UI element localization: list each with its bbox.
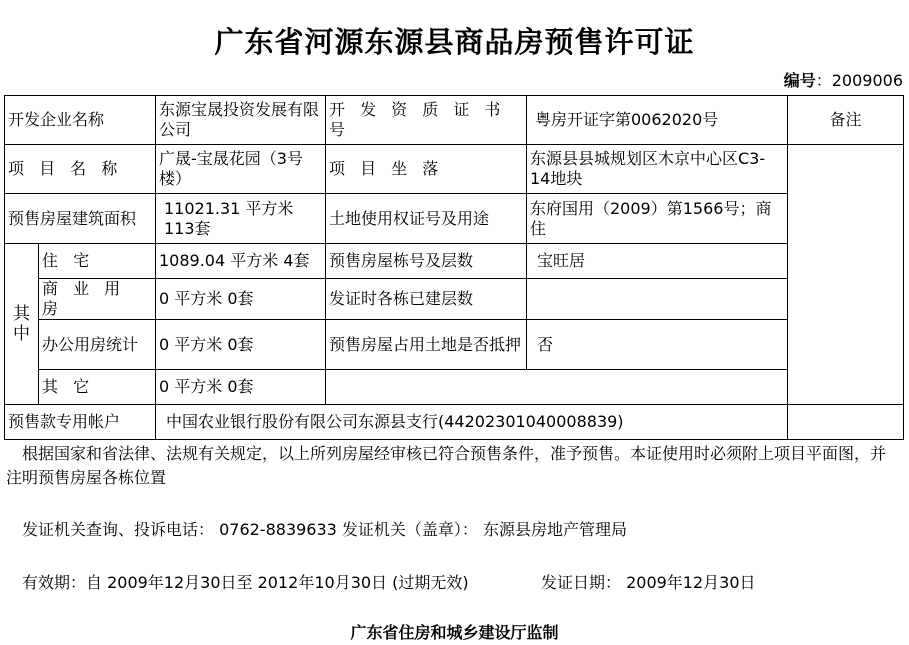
mortgage-label: 预售房屋占用土地是否抵押 [326, 320, 527, 370]
commercial-value: 0 平方米 0套 [156, 279, 326, 320]
cert-value: 粤房开证字第0062020号 [527, 96, 788, 145]
commercial-label: 商 业 用 房 [39, 279, 156, 320]
empty-cell [326, 370, 788, 405]
permit-number [784, 68, 903, 91]
contact-line: 发证机关查询、投诉电话： 0762-8839633 发证机关（盖章）： 东源县房地产管理局 [22, 520, 628, 539]
account-value: 中国农业银行股份有限公司东源县支行(44202301040008839) [156, 405, 788, 440]
footer-text: 广东省住房和城乡建设厅监制 [350, 623, 559, 642]
cert-label: 开 发 资 质 证 书 号 [326, 96, 527, 145]
document-title: 广东省河源东源县商品房预售许可证 [214, 25, 695, 59]
building-label: 预售房屋栋号及层数 [326, 244, 527, 279]
remark-cell [788, 145, 904, 405]
office-label: 办公用房统计 [39, 320, 156, 370]
other-label: 其 它 [39, 370, 156, 405]
table-row [5, 279, 904, 320]
built-label: 发证时各栋已建层数 [326, 279, 527, 320]
account-label: 预售款专用帐户 [5, 405, 156, 440]
account-empty [788, 405, 904, 440]
building-value: 宝旺居 [527, 244, 788, 279]
residential-value: 1089.04 平方米 4套 [156, 244, 326, 279]
validity-line: 有效期：自 2009年12月30日至 2012年10月30日 (过期无效) [22, 573, 469, 592]
other-value: 0 平方米 0套 [156, 370, 326, 405]
built-value [527, 279, 788, 320]
developer-label: 开发企业名称 [5, 96, 156, 145]
area-value: 11021.31 平方米 113套 [156, 194, 326, 244]
location-value: 东源县县城规划区木京中心区C3-14地块 [527, 145, 788, 194]
project-value: 广晟-宝晟花园（3号楼） [156, 145, 326, 194]
permit-number-label: 编号 [783, 71, 816, 90]
table-row [5, 96, 904, 145]
residential-label: 住 宅 [39, 244, 156, 279]
office-value: 0 平方米 0套 [156, 320, 326, 370]
among-text: 其中 [13, 304, 30, 344]
among-label [5, 244, 39, 405]
land-value: 东府国用（2009）第1566号；商住 [527, 194, 788, 244]
permit-table [4, 95, 904, 440]
land-label: 土地使用权证号及用途 [326, 194, 527, 244]
developer-value: 东源宝晟投资发展有限公司 [156, 96, 326, 145]
table-row [5, 405, 904, 440]
location-label: 项 目 坐 落 [326, 145, 527, 194]
permit-number-value: ：2009006 [815, 71, 903, 90]
table-row [5, 244, 904, 279]
area-label: 预售房屋建筑面积 [5, 194, 156, 244]
table-row [5, 194, 904, 244]
project-label: 项 目 名 称 [5, 145, 156, 194]
table-row [5, 145, 904, 194]
mortgage-value: 否 [527, 320, 788, 370]
table-row [5, 320, 904, 370]
remark-label: 备注 [788, 96, 904, 145]
statement-text: 根据国家和省法律、法规有关规定，以上所列房屋经审核已符合预售条件，准予预售。本证使用时必须附上项目平面图，并注明预售房屋各栋位置 [6, 444, 887, 487]
issue-date-line: 发证日期： 2009年12月30日 [541, 573, 756, 592]
table-row [5, 370, 904, 405]
